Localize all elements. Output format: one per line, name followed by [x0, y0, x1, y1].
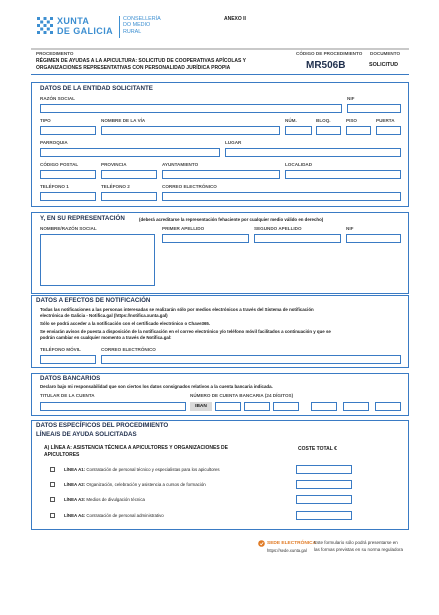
logo-divider [119, 16, 120, 38]
linea-a3-code: LÍNEA A3: [64, 497, 86, 502]
nombre-via-label: NOMBRE DE LA VÍA [101, 118, 146, 123]
telefono-movil-field[interactable] [40, 355, 96, 364]
parroquia-field[interactable] [40, 148, 220, 157]
procedure-title: RÉGIMEN DE AYUDAS A LA APICULTURA: SOLICITUD DE COOPERATIVAS APÍCOLAS Y ORGANIZACIONES REPRESENTATIVAS CON PERSONALIDAD JURÍDICA PROPIA [36, 58, 247, 71]
ayuntamiento-field[interactable] [162, 170, 280, 179]
iban-label: IBAN [190, 402, 212, 411]
linea-a-heading: A) LÍNEA A: ASISTENCIA TÉCNICA A APICULTORES Y ORGANIZACIONES DE APICULTORES [44, 445, 228, 458]
rep-nombre-field[interactable] [40, 234, 155, 286]
num-field[interactable] [285, 126, 312, 135]
footer-note: Este formulario sólo podrá presentarse en las formas previstas en su norma reguladora [314, 540, 404, 552]
coste-total-label: COSTE TOTAL € [298, 446, 337, 452]
entidad-code-field[interactable] [244, 402, 270, 411]
linea-a4-code: LÍNEA A4: [64, 513, 86, 518]
cuenta-code-field-1[interactable] [343, 402, 369, 411]
notificacion-line-1: Todas las notificaciones a las personas interesadas se realizarán sólo por medios electrónicos a través del Sistema de notificación [40, 307, 314, 312]
rep-primer-apellido-label: PRIMER APELLIDO [162, 226, 205, 231]
piso-label: PISO [346, 118, 357, 123]
linea-a2-checkbox[interactable] [50, 482, 55, 487]
header-rule [31, 48, 409, 50]
nif-label: NIF [347, 96, 355, 101]
provincia-label: PROVINCIA [101, 162, 127, 167]
sede-url[interactable]: https://sede.xunta.gal [267, 548, 307, 553]
notificacion-line-3: Sólo se podrá acceder a la notificación con el certificado electrónico o Chave365. [40, 321, 211, 326]
notificacion-line-4: Se enviarán avisos de puesta a disposición de la notificación en el correo electrónico y/o teléfono móvil facilitados a continuación y que se [40, 329, 331, 334]
localidad-label: LOCALIDAD [285, 162, 313, 167]
notificacion-line-2: electrónica de Galicia - Notifica.gal (https://notifica.xunta.gal) [40, 313, 168, 318]
piso-field[interactable] [346, 126, 371, 135]
numero-cuenta-label: NÚMERO DE CUENTA BANCARIA (24 DÍGITOS) [190, 393, 294, 398]
documento-value: SOLICITUD [369, 62, 399, 68]
lugar-field[interactable] [225, 148, 401, 157]
xunta-logo [36, 16, 161, 38]
notificacion-line-5: podrán cambiar en cualquier momento a través de Notifica.gal: [40, 335, 172, 340]
rep-primer-apellido-field[interactable] [162, 234, 249, 243]
razon-social-label: RAZÓN SOCIAL [40, 96, 75, 101]
telefono2-label: TELÉFONO 2 [101, 184, 130, 189]
entidad-title: DATOS DE LA ENTIDAD SOLICITANTE [40, 85, 153, 92]
telefono2-field[interactable] [101, 192, 157, 201]
localidad-field[interactable] [285, 170, 401, 179]
linea-a3-text: Medios de divulgación técnica [86, 497, 145, 502]
ayuntamiento-label: AYUNTAMIENTO [162, 162, 199, 167]
anexo-label: ANEXO II [224, 16, 246, 22]
codigo-postal-field[interactable] [40, 170, 96, 179]
codigo-label: CÓDIGO DE PROCEDIMIENTO [296, 51, 363, 56]
provincia-field[interactable] [101, 170, 157, 179]
bloq-field[interactable] [316, 126, 341, 135]
parroquia-label: PARROQUIA [40, 140, 68, 145]
notif-correo-label: CORREO ELECTRÓNICO [101, 347, 156, 352]
razon-social-field[interactable] [40, 104, 342, 113]
linea-a1-text: Contratación de personal técnico y especialistas para los apicultores [86, 467, 220, 472]
header-bottom-rule [31, 74, 409, 75]
rep-nombre-label: NOMBRE/RAZÓN SOCIAL [40, 226, 97, 231]
codigo-postal-label: CÓDIGO POSTAL [40, 162, 79, 167]
tipo-field[interactable] [40, 126, 96, 135]
iban-check-field[interactable] [215, 402, 241, 411]
puerta-field[interactable] [376, 126, 401, 135]
galicia-emblem-icon [36, 16, 54, 36]
logo-line-2: DE GALICIA [57, 26, 114, 36]
nombre-via-field[interactable] [101, 126, 280, 135]
oficina-code-field[interactable] [273, 402, 299, 411]
linea-a2-text: Organización, celebración y asistencia a cursos de formación [86, 482, 206, 487]
especificos-subtitle: LÍNEA/S DE AYUDA SOLICITADAS [36, 431, 137, 438]
rep-nif-label: NIF [346, 226, 354, 231]
nif-field[interactable] [347, 104, 401, 113]
rep-nif-field[interactable] [346, 234, 401, 243]
notificacion-title: DATOS A EFECTOS DE NOTIFICACIÓN [36, 297, 151, 304]
linea-a1-code: LÍNEA A1: [64, 467, 86, 472]
documento-label: DOCUMENTO [370, 51, 401, 56]
titular-label: TITULAR DE LA CUENTA [40, 393, 95, 398]
sede-icon [258, 540, 265, 547]
linea-a4-text: Contratación de personal administrativo [86, 513, 164, 518]
linea-a3-coste-field[interactable] [296, 495, 352, 504]
sede-label: SEDE ELECTRÓNICA [267, 541, 317, 546]
linea-a3-checkbox[interactable] [50, 497, 55, 502]
procedemento-label: PROCEDIMENTO [36, 51, 74, 56]
dc-code-field[interactable] [311, 402, 337, 411]
telefono1-label: TELÉFONO 1 [40, 184, 69, 189]
linea-a4-checkbox[interactable] [50, 513, 55, 518]
cuenta-code-field-2[interactable] [375, 402, 401, 411]
telefono-movil-label: TELÉFONO MÓVIL [40, 347, 81, 352]
lugar-label: LUGAR [225, 140, 242, 145]
bancarios-declaro: Declaro bajo mi responsabilidad que son ciertos los datos consignados relativos a la cuenta bancaria indicada. [40, 384, 273, 389]
bloq-label: BLOQ. [316, 118, 331, 123]
linea-a1-coste-field[interactable] [296, 465, 352, 474]
logo-line-1: XUNTA [57, 16, 90, 26]
especificos-title: DATOS ESPECÍFICOS DEL PROCEDIMIENTO [36, 422, 169, 429]
linea-a2-code: LÍNEA A2: [64, 482, 86, 487]
correo-field[interactable] [162, 192, 401, 201]
rep-segundo-apellido-label: SEGUNDO APELLIDO [254, 226, 302, 231]
linea-a1-checkbox[interactable] [50, 467, 55, 472]
correo-label: CORREO ELECTRÓNICO [162, 184, 217, 189]
puerta-label: PUERTA [376, 118, 395, 123]
num-label: NÚM. [285, 118, 297, 123]
bancarios-title: DATOS BANCARIOS [40, 375, 101, 382]
titular-field[interactable] [40, 402, 186, 411]
notif-correo-field[interactable] [101, 355, 401, 364]
representacion-note: (deberá acreditarse la representación fehaciente por cualquier medio válido en derecho) [139, 217, 324, 222]
rep-segundo-apellido-field[interactable] [254, 234, 341, 243]
tipo-label: TIPO [40, 118, 51, 123]
linea-a2-coste-field[interactable] [296, 480, 352, 489]
telefono1-field[interactable] [40, 192, 96, 201]
conselleria-name: CONSELLERÍA DO MEDIO RURAL [123, 16, 161, 35]
linea-a4-coste-field[interactable] [296, 511, 352, 520]
representacion-title: Y, EN SU REPRESENTACIÓN [40, 215, 125, 222]
codigo-value: MR506B [306, 60, 346, 71]
